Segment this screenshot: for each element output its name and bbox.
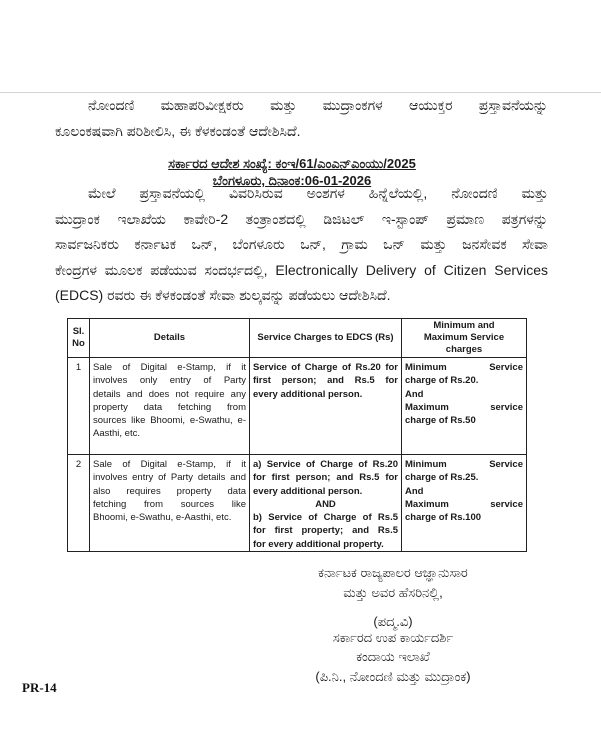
table-header-row — [68, 319, 527, 358]
order-paragraph-line-5: (EDCS) ರವರು ಈ ಕೆಳಕಂಡಂತೆ ಸೇವಾ ಶುಲ್ಕವನ್ನು ಪಡೆಯಲು ಆದೇಶಿಸಿದೆ. — [55, 287, 391, 303]
header-service-charges-label: Service Charges to EDCS (Rs) — [257, 332, 394, 343]
header-sl-no-line-1: Sl. — [72, 326, 85, 337]
row-2-sl-no: 2 — [68, 455, 90, 552]
page-code: PR-14 — [22, 680, 57, 695]
row-2-min-max-line-4: Maximum service — [405, 498, 523, 510]
row-2-service-joiner: AND — [315, 498, 336, 510]
row-2-service-charges — [250, 455, 402, 552]
order-paragraph-line-4: ಕೇಂದ್ರಗಳ ಮೂಲಕ ಪಡೆಯುವ ಸಂದರ್ಭದಲ್ಲಿ, Electronically Delivery of Citizen Services — [55, 261, 548, 278]
order-paragraph — [55, 181, 548, 309]
signature-authority-line-1: ಕರ್ನಾಟಕ ರಾಜ್ಯಪಾಲರ ಆಜ್ಞಾನುಸಾರ — [318, 565, 468, 580]
row-1-sl-no: 1 — [68, 358, 90, 455]
row-2-service-b-line-2: for first property; and Rs.5 — [253, 525, 398, 537]
row-2-details-line-5: Bhoomi, e-Swathu, e-Aasthi, etc. — [93, 512, 232, 524]
row-2-service-b-line-1: b) Service of Charge of Rs.5 — [253, 512, 398, 524]
signatory-name: (ಪದ್ಮ.ವಿ) — [373, 614, 413, 629]
service-charges-table — [67, 318, 527, 552]
row-2-service-a-line-3: every additional person. — [253, 485, 363, 497]
row-1-details-line-5: sources like Bhoomi, e-Swathu, e- — [93, 415, 246, 427]
row-2-min-max-line-2: charge of Rs.25. — [405, 472, 479, 484]
row-2-min-max-charges — [402, 455, 527, 552]
order-paragraph-line-3: ಸಾರ್ವಜನಿಕರು ಕರ್ನಾಟಕ ಒನ್, ಬೆಂಗಳೂರು ಒನ್, ಗ್ರಾಮ ಒನ್ ಮತ್ತು ಜನಸೇವಕ ಸೇವಾ — [55, 236, 548, 252]
row-1-details — [90, 358, 250, 455]
row-1-service-line-1: Service of Charge of Rs.20 for — [253, 362, 398, 373]
header-details — [90, 319, 250, 358]
header-service-charges — [250, 319, 402, 358]
order-place-date: ಬೆಂಗಳೂರು, ದಿನಾಂಕ:06-01-2026 — [212, 173, 372, 188]
intro-paragraph-line-1: ನೋಂದಣಿ ಮಹಾಪರಿವೀಕ್ಷಕರು ಮತ್ತು ಮುದ್ರಾಂಕಗಳ ಆಯುಕ್ತರ ಪ್ರಸ್ತಾವನೆಯನ್ನು — [88, 97, 548, 113]
row-1-service-line-3: every additional person. — [253, 388, 363, 400]
row-2-min-max-line-3: And — [405, 485, 424, 497]
header-sl-no — [68, 319, 90, 358]
intro-paragraph — [55, 93, 548, 144]
row-2-details-line-3: also requires property data — [93, 485, 246, 497]
signatory-designation: ಸರ್ಕಾರದ ಉಪ ಕಾರ್ಯದರ್ಶಿ — [332, 630, 454, 645]
row-2-min-max-line-1: Minimum Service — [405, 459, 523, 470]
row-1-details-line-1: Sale of Digital e-Stamp, if it — [93, 362, 246, 373]
row-1-service-charges — [250, 358, 402, 455]
row-2-service-b-line-3: for every additional property. — [253, 538, 384, 550]
row-2-min-max-line-5: charge of Rs.100 — [405, 512, 482, 524]
row-1-min-max-line-1: Minimum Service — [405, 362, 523, 373]
row-1-min-max-line-4: Maximum service — [405, 401, 523, 413]
order-number: ಸರ್ಕಾರದ ಆದೇಶ ಸಂಖ್ಯೆ: ಕಂಇ/61/ಎಂಎನ್ಎಂಯು/2025 — [168, 156, 416, 171]
row-1-min-max-line-2: charge of Rs.20. — [405, 375, 479, 387]
row-2-service-a-line-2: for first person; and Rs.5 for — [253, 472, 398, 484]
header-min-max-line-1: Minimum and — [433, 320, 495, 331]
row-2-details-line-4: fetching from sources like — [93, 498, 246, 510]
signatory-department: ಕಂದಾಯ ಇಲಾಖೆ — [356, 649, 430, 664]
order-paragraph-line-2: ಮುದ್ರಾಂಕ ಇಲಾಖೆಯ ಕಾವೇರಿ-2 ತಂತ್ರಾಂಶದಲ್ಲಿ ಡಿಜಿಟಲ್ ಇ-ಸ್ಟಾಂಪ್ ಪ್ರಮಾಣ ಪತ್ರಗಳನ್ನು — [55, 210, 548, 227]
header-details-label: Details — [153, 332, 186, 343]
header-sl-no-line-2: No — [72, 338, 85, 349]
header-min-max-charges — [402, 319, 527, 358]
signatory-office: (ಪಿ.ನಿ., ನೋಂದಣಿ ಮತ್ತು ಮುದ್ರಾಂಕ) — [315, 669, 471, 684]
row-1-min-max-charges — [402, 358, 527, 455]
order-paragraph-line-1: ಮೇಲೆ ಪ್ರಸ್ತಾವನೆಯಲ್ಲಿ ವಿವರಿಸಿರುವ ಅಂಶಗಳ ಹಿನ್ನೆಲೆಯಲ್ಲಿ, ನೋಂದಣಿ ಮತ್ತು — [88, 185, 548, 201]
header-min-max-line-2: Maximum Service — [423, 332, 505, 343]
row-2-details — [90, 455, 250, 552]
row-1-service-line-2: first person; and Rs.5 for — [253, 375, 398, 387]
intro-paragraph-line-2: ಕೂಲಂಕಷವಾಗಿ ಪರಿಶೀಲಿಸಿ, ಈ ಕೆಳಕಂಡಂತೆ ಆದೇಶಿಸಿದೆ. — [55, 122, 301, 139]
table-row — [68, 455, 527, 552]
table-row — [68, 358, 527, 455]
row-1-details-line-3: details and does not require any — [93, 388, 246, 400]
row-1-details-line-2: involves only entry of Party — [93, 375, 246, 387]
row-1-min-max-line-3: And — [405, 388, 424, 400]
row-1-min-max-line-5: charge of Rs.50 — [405, 415, 476, 427]
row-1-details-line-6: Aasthi, etc. — [93, 428, 140, 440]
row-1-details-line-4: property data fetching from — [93, 401, 246, 413]
row-2-service-a-line-1: a) Service of Charge of Rs.20 — [253, 459, 398, 470]
row-2-details-line-1: Sale of Digital e-Stamp, if it — [93, 459, 246, 470]
header-min-max-line-3: charges — [445, 344, 483, 355]
order-number-line — [42, 155, 542, 172]
row-2-details-line-2: involves entry of Party details and — [93, 472, 246, 484]
signature-authority-line-2: ಮತ್ತು ಅವರ ಹೆಸರಿನಲ್ಲಿ, — [343, 585, 443, 600]
